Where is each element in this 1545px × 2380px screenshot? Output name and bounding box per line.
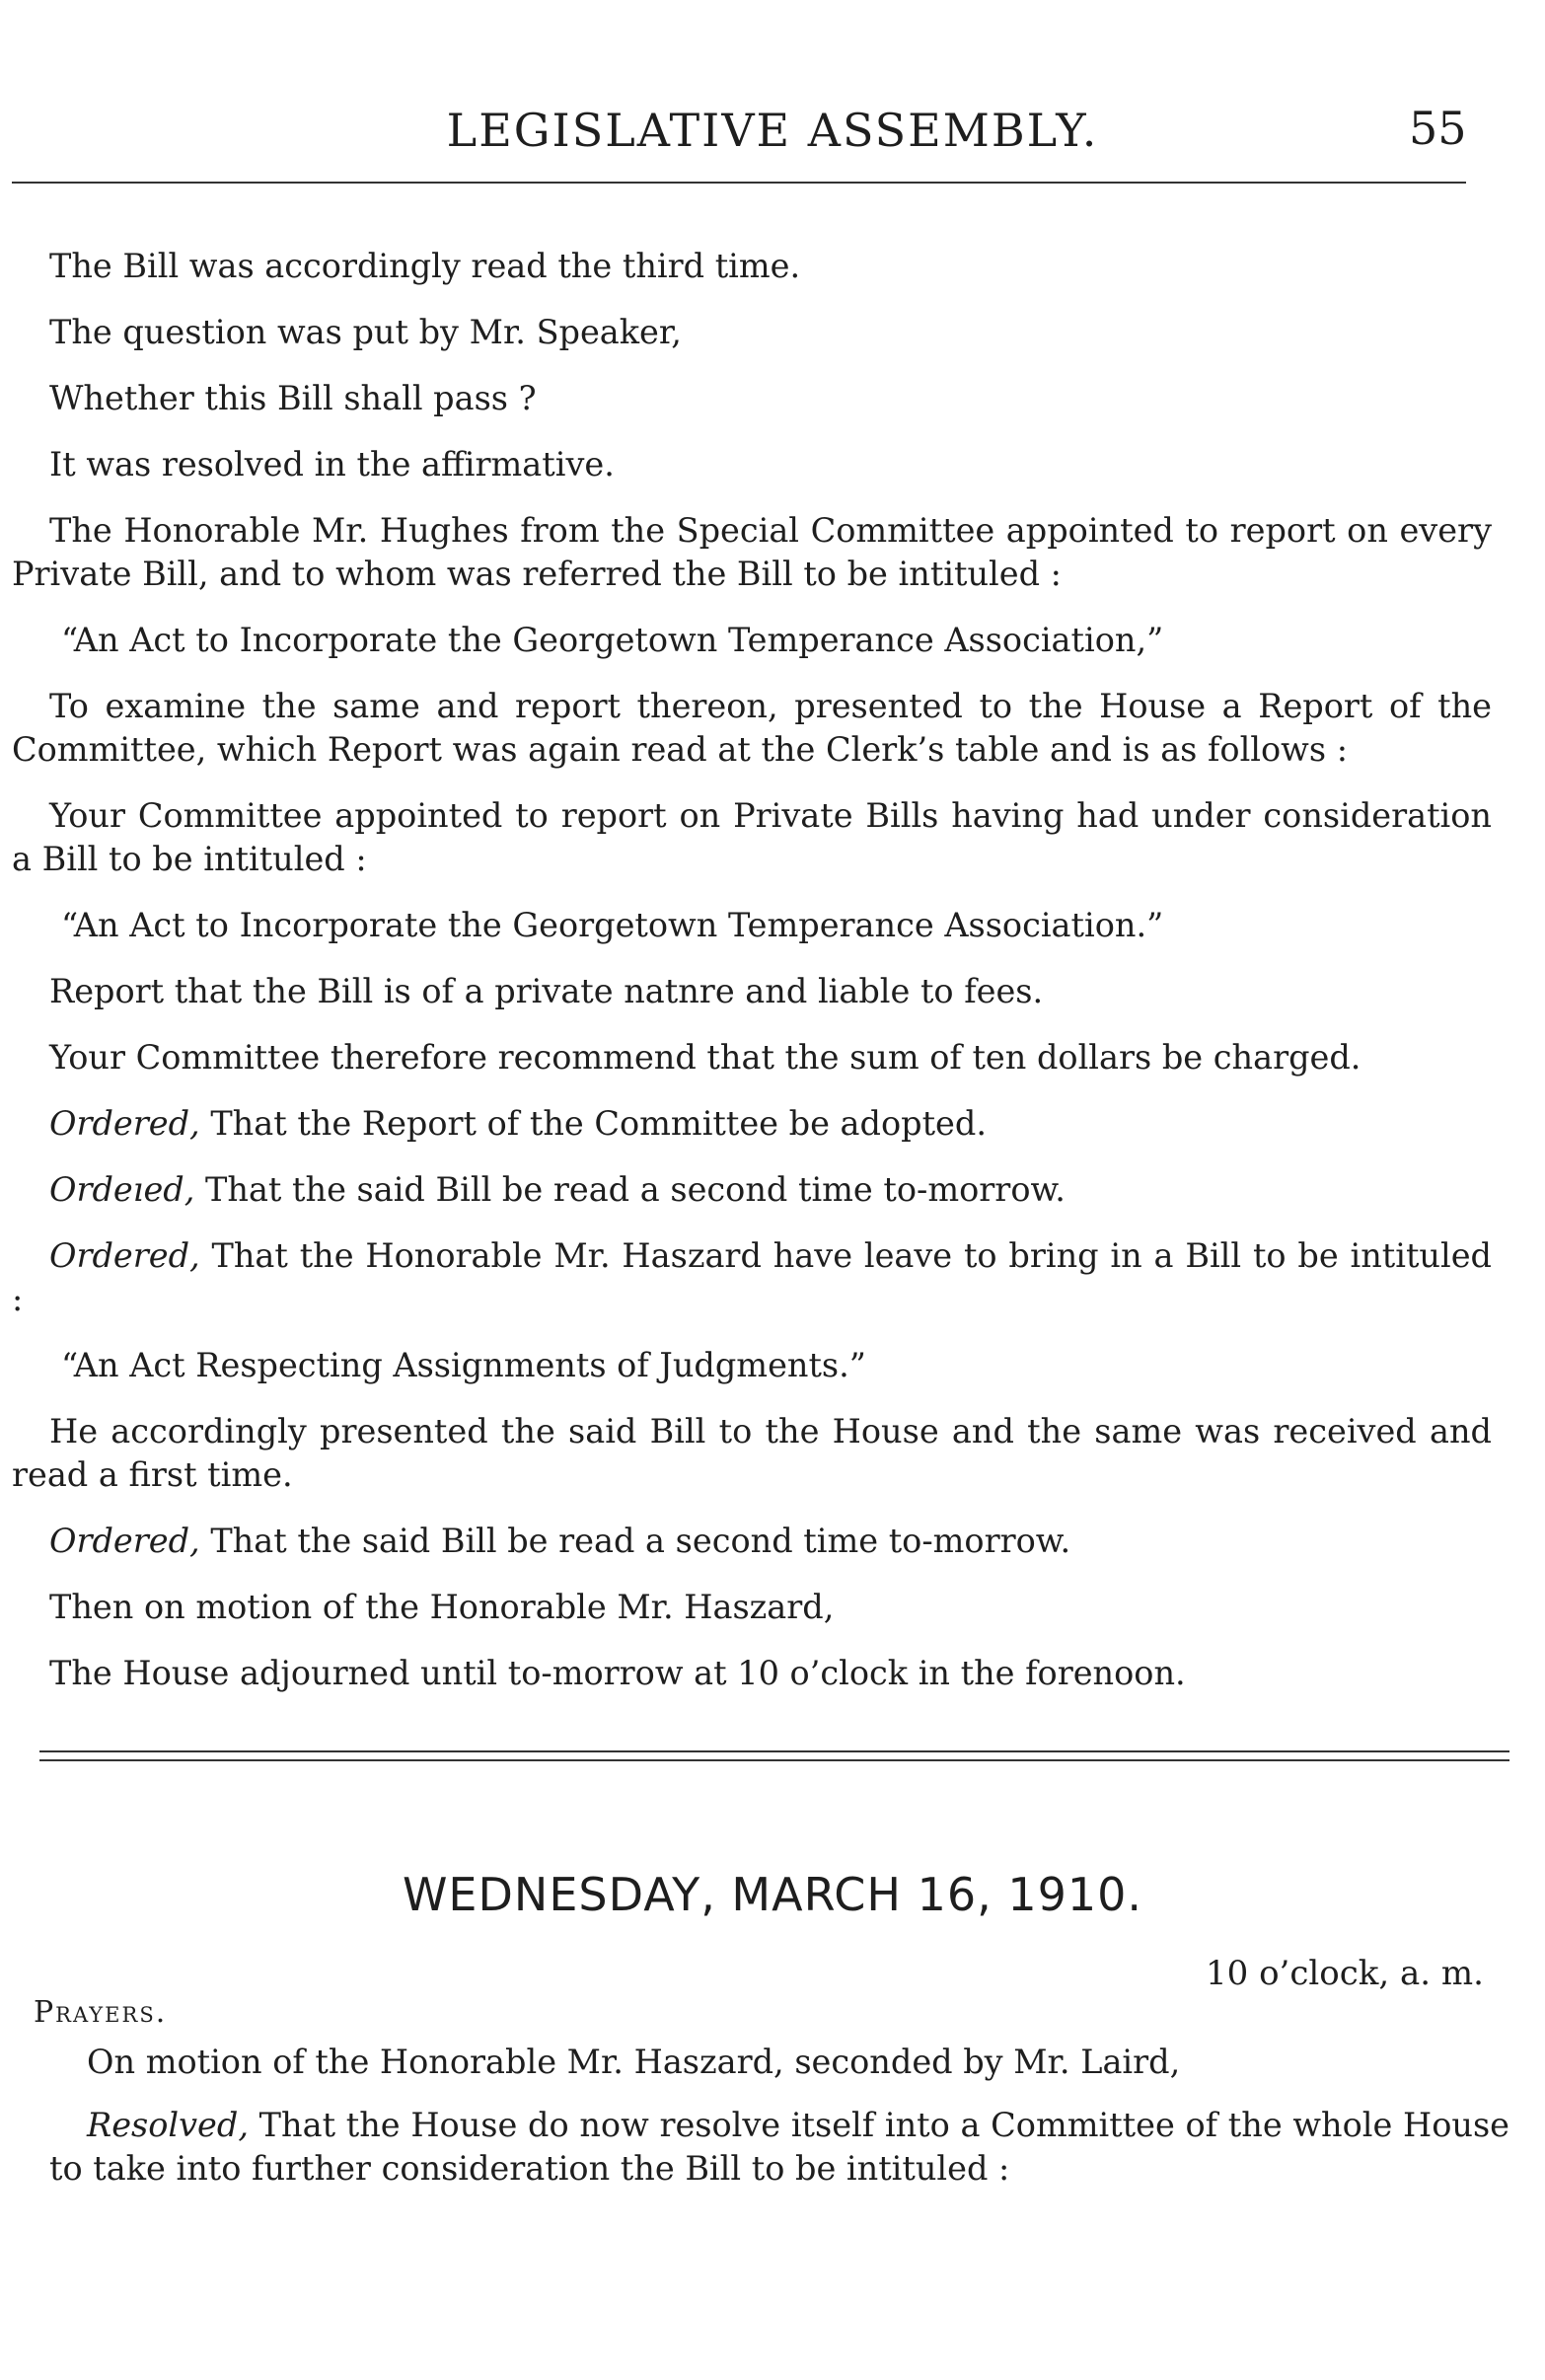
act-title-quote: “An Act to Incorporate the Georgetown Temperance Association,” bbox=[61, 621, 1164, 659]
paragraph: Your Committee therefore recommend that the sum of ten dollars be charged. bbox=[49, 1038, 1361, 1077]
header-rule bbox=[12, 182, 1466, 184]
prayers-heading: Prayers. bbox=[34, 1995, 168, 2030]
order-text: That the Report of the Committee be adopted. bbox=[199, 1104, 987, 1143]
date-heading: WEDNESDAY, MARCH 16, 1910. bbox=[402, 1868, 1143, 1921]
ordered-word: Ordeıed, bbox=[49, 1170, 195, 1209]
paragraph: Whether this Bill shall pass ? bbox=[49, 379, 537, 417]
ordered-word: Ordered, bbox=[49, 1522, 200, 1560]
order-paragraph bbox=[12, 1234, 1492, 1321]
ordered-word: Ordered, bbox=[49, 1104, 200, 1143]
paragraph: The House adjourned until to-morrow at 10 o’clock in the forenoon. bbox=[49, 1654, 1186, 1692]
section-divider bbox=[39, 1750, 1509, 1761]
paragraph: Then on motion of the Honorable Mr. Haszard, bbox=[49, 1588, 835, 1626]
ordered-word: Ordered, bbox=[49, 1236, 200, 1275]
proceedings-section-2 bbox=[49, 2041, 1509, 2210]
paragraph: Your Committee appointed to report on Private Bills having had under consideration a Bill to be intituled : bbox=[12, 796, 1492, 878]
sitting-time: 10 o’clock, a. m. bbox=[1206, 1954, 1484, 1993]
act-title-quote: “An Act Respecting Assignments of Judgments.” bbox=[61, 1346, 866, 1384]
act-title-quote: “An Act to Incorporate the Georgetown Temperance Association.” bbox=[61, 906, 1164, 944]
order-paragraph bbox=[12, 1520, 1492, 1563]
order-text: That the said Bill be read a second time to-morrow. bbox=[194, 1170, 1066, 1209]
paragraph: Report that the Bill is of a private natnre and liable to fees. bbox=[49, 972, 1044, 1010]
order-text: That the said Bill be read a second time to-morrow. bbox=[199, 1522, 1071, 1560]
resolved-word: Resolved, bbox=[87, 2106, 249, 2144]
paragraph: The Honorable Mr. Hughes from the Special Committee appointed to report on every Private Bill, and to whom was referred the Bill to be intituled : bbox=[12, 511, 1492, 593]
resolved-text: That the House do now resolve itself into a Committee of the whole House to take into further consideration the Bill to be intituled : bbox=[49, 2106, 1509, 2188]
paragraph: On motion of the Honorable Mr. Haszard, seconded by Mr. Laird, bbox=[87, 2043, 1181, 2081]
resolved-paragraph bbox=[49, 2104, 1509, 2191]
order-paragraph bbox=[12, 1168, 1492, 1212]
running-head: LEGISLATIVE ASSEMBLY. bbox=[446, 104, 1099, 157]
page-number: 55 bbox=[1409, 102, 1467, 155]
proceedings-section-1 bbox=[12, 245, 1492, 1718]
paragraph: He accordingly presented the said Bill to the House and the same was received and read a first time. bbox=[12, 1412, 1492, 1494]
paragraph: The Bill was accordingly read the third time. bbox=[49, 247, 801, 285]
order-paragraph bbox=[12, 1102, 1492, 1146]
order-text: That the Honorable Mr. Haszard have leave to bring in a Bill to be intituled : bbox=[12, 1236, 1492, 1318]
paragraph: The question was put by Mr. Speaker, bbox=[49, 313, 682, 351]
paragraph: To examine the same and report thereon, presented to the House a Report of the Committee, which Report was again read at the Clerk’s table and is as follows : bbox=[12, 687, 1492, 769]
paragraph: It was resolved in the affirmative. bbox=[49, 445, 615, 483]
